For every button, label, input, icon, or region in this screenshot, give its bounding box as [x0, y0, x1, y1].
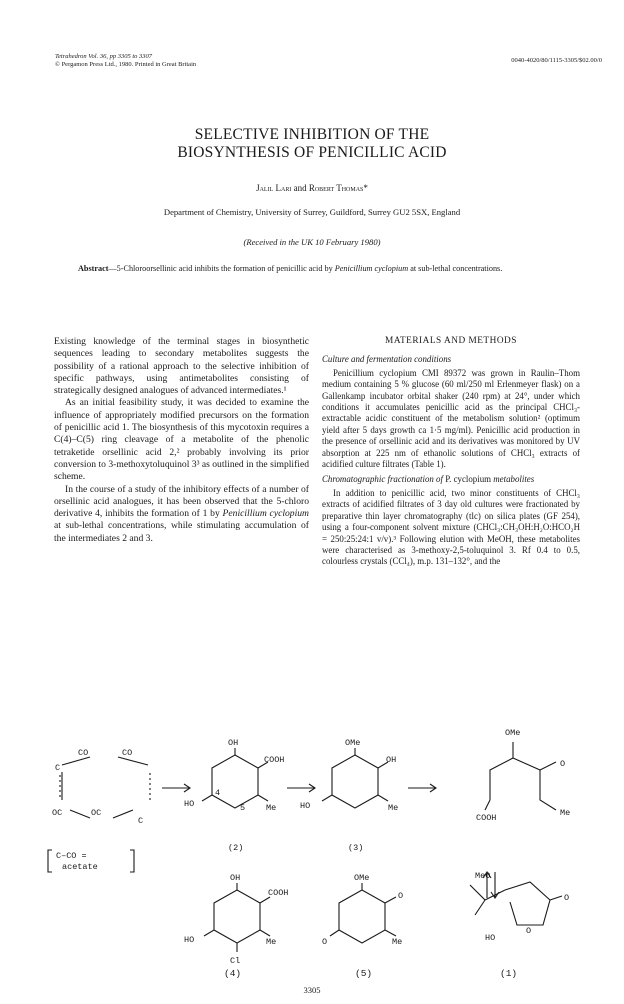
s3-ome: OMe: [345, 738, 361, 748]
chain-oc-1: OC: [52, 808, 63, 818]
s4-ho: HO: [184, 935, 195, 945]
left-paragraph-2: As an initial feasibility study, it was decided to examine the influence of appropriately modified precursors on the formation of penicillic acid 1. The biosynthesis of this mycotoxin requires a C(4)–C(5) ring cleavage of a metabolite of the phenolic tetraketide orsellinic acid 2,² probably involving its prior conversion to 3-methoxytoluquinol 3³ as outlined in the simplified scheme.: [54, 397, 309, 483]
s2-me: Me: [266, 803, 277, 813]
section-heading: MATERIALS AND METHODS: [385, 336, 517, 346]
s-int-cooh: COOH: [476, 813, 497, 823]
penicillic-acid: [470, 882, 562, 925]
page-number: 3305: [303, 985, 321, 995]
left-p3-text-b: at sub-lethal concentrations, while stimulating accumulation of the intermediates 2 and 3.: [54, 520, 309, 544]
s5-ome: OMe: [354, 873, 370, 883]
compound-label-1: (1): [500, 968, 518, 979]
chain-co-2: CO: [122, 748, 133, 758]
author-2: Robert Thomas*: [308, 183, 368, 193]
s2-ho: HO: [184, 799, 195, 809]
subsection-heading-2: [322, 474, 580, 485]
right-column: [322, 336, 580, 568]
author-1: Jalil Lari: [256, 183, 292, 193]
s1-o-carbonyl: O: [564, 893, 570, 903]
acetate-label: acetate: [62, 862, 98, 872]
author-list: [0, 183, 624, 193]
arrow-1: [162, 784, 190, 792]
ring-4: [214, 890, 260, 943]
journal-line: Tetrahedron Vol. 36, pp 3305 to 3307: [55, 53, 153, 60]
s5-o-bottom: O: [322, 937, 328, 947]
abstract: [78, 263, 568, 274]
abstract-text-a: —5-Chloroorsellinic acid inhibits the formation of penicillic acid by: [108, 264, 335, 273]
s1-o-ring: O: [526, 926, 532, 936]
polyketide-chain: [62, 757, 148, 818]
abstract-label: Abstract: [78, 264, 109, 273]
s5-me: Me: [392, 937, 403, 947]
s2-oh: OH: [228, 738, 239, 748]
acetate-top: C–CO =: [56, 851, 87, 861]
abstract-organism: Penicillium cyclopium: [334, 264, 409, 273]
s1-ho: HO: [485, 933, 496, 943]
title-line-1: SELECTIVE INHIBITION OF THE: [194, 126, 430, 143]
s3-me: Me: [388, 803, 399, 813]
subsection-heading-1: Culture and fermentation conditions: [322, 354, 452, 365]
ring-3: [332, 755, 378, 808]
chain-c-2: C: [138, 816, 144, 826]
left-paragraph-3: [54, 484, 309, 545]
author-and: and: [293, 183, 307, 193]
s2-cooh: COOH: [264, 755, 285, 765]
compound-label-4: (4): [224, 968, 242, 979]
s1-meo: MeO: [475, 871, 491, 881]
paper-title: [0, 126, 624, 162]
s3-oh: OH: [386, 755, 397, 765]
received-date: (Received in the UK 10 February 1980): [243, 237, 381, 247]
ring-2: [212, 755, 258, 808]
compound-label-2: (2): [228, 843, 244, 853]
ring-5: [339, 890, 385, 943]
chain-co-1: CO: [78, 748, 89, 758]
compound-label-3: (3): [348, 843, 364, 853]
cleaved-intermediate: [485, 742, 556, 810]
s3-ho: HO: [300, 801, 311, 811]
s-int-ome: OMe: [505, 728, 521, 738]
abstract-text-b: at sub-lethal concentrations.: [408, 264, 503, 273]
journal-header: [55, 53, 196, 69]
left-column: [54, 336, 309, 545]
arrow-2: [287, 784, 315, 792]
s4-me: Me: [266, 937, 277, 947]
sub2-organism: P. cyclopium: [445, 474, 492, 485]
sub2-a: Chromatographic fractionation of: [322, 474, 446, 485]
article-code: 0040-4020/80/1115-3305/$02.00/0: [511, 57, 602, 64]
s4-cl: Cl: [230, 956, 241, 966]
s4-cooh: COOH: [268, 888, 289, 898]
s-int-o: O: [560, 759, 566, 769]
left-p3-organism: Penicillium cyclopium: [222, 508, 309, 520]
affiliation: Department of Chemistry, University of Surrey, Guildford, Surrey GU2 5SX, England: [163, 207, 461, 217]
s5-o-top: O: [398, 891, 404, 901]
arrow-3: [408, 784, 436, 792]
left-p3-text-a: In the course of a study of the inhibitory effects of a number of orsellinic acid analogues, it has been observed that the 5-chloro derivative 4, inhibits the formation of 1 by: [54, 483, 309, 520]
right-paragraph-1: Penicillium cyclopium CMI 89372 was grown in Raulin–Thom medium containing 5 % glucose (60 ml/250 ml Erlenmeyer flask) on a Gallenkamp incubator orbital shaker (240 rpm) at 24°, under which conditions it accumulates penicillic acid as the principal CHCl₃-extractable acidic constituent of the metabolism solution² (optimum yield after 5 days growth ca 1·5 mg/ml). Penicillic acid production in the presence of orsellinic acid and its derivatives was monitored by UV absorption at 225 nm of ethanolic solutions of CHCl₃ extracts of acidified culture filtrates (Table 1).: [322, 367, 580, 470]
s4-oh: OH: [230, 873, 241, 883]
chain-c-1: C: [55, 763, 61, 773]
s2-pos-4: 4: [215, 788, 221, 798]
biosynthetic-scheme: [0, 650, 624, 980]
compound-label-5: (5): [355, 968, 373, 979]
sub2-c: metabolites: [491, 474, 535, 485]
press-line: © Pergamon Press Ltd., 1980. Printed in Great Britain: [55, 61, 197, 68]
title-line-2: BIOSYNTHESIS OF PENICILLIC ACID: [177, 144, 447, 161]
s-int-me: Me: [560, 808, 571, 818]
left-paragraph-1: Existing knowledge of the terminal stages in biosynthetic sequences leading to secondary metabolites suggests the possibility of a rational approach to the selective inhibition of specific pathways, using antimetabolites consisting of strategically designed analogues of advanced intermediates.¹: [54, 336, 309, 397]
s2-pos-5: 5: [240, 803, 246, 813]
chain-oc-2: OC: [91, 808, 102, 818]
right-paragraph-2: In addition to penicillic acid, two minor constituents of CHCl₃ extracts of acidified filtrates of 3 day old cultures were fractionated by preparative thin layer chromatography (tlc) on silica plates (GF 254), using a four-component solvent mixture (CHCl₃:CH₃OH:H₂O:HCO₂H = 250:25:24:1 v/v).³ Following elution with MeOH, these metabolites were characterised as 3-methoxy-2,5-toluquinol 3. Rf 0.4 to 0.5, colourless crystals (CCl₄), m.p. 131–132°, and the: [322, 487, 580, 567]
